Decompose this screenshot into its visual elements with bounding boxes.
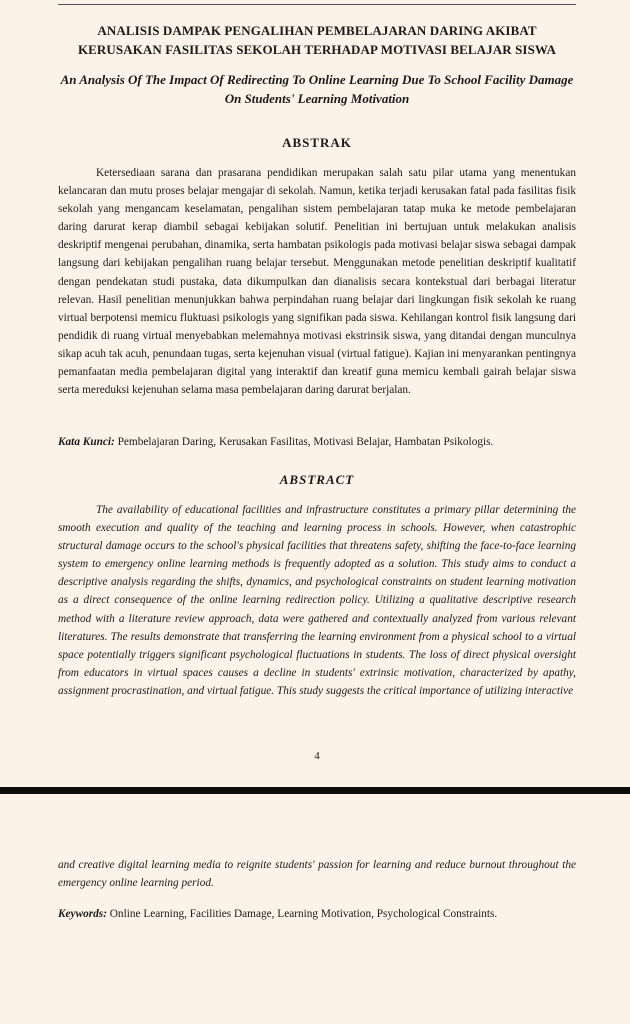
paper-title: ANALISIS DAMPAK PENGALIHAN PEMBELAJARAN DARING AKIBAT KERUSAKAN FASILITAS SEKOLAH TERHADAP MOTIVASI BELAJAR SISWA xyxy=(77,23,557,57)
page-break-bar xyxy=(0,787,630,794)
keywords-label: Keywords: xyxy=(58,908,107,920)
kata-kunci-label: Kata Kunci: xyxy=(58,436,115,448)
abstract-body-page1: The availability of educational facilities and infrastructure constitutes a primary pillar determining the smooth execution and quality of the teaching and learning process in schools. However, when catastrophic structural damage occurs to the school's physical facilities that threatens safety, shifting the face-to-face learning system to emergency online learning methods is frequently adopted as a solution. This study aims to conduct a descriptive analysis regarding the shifts, dynamics, and psychological constraints on student learning motivation as a direct consequence of the online learning redirection policy. Utilizing a qualitative descriptive research method with a literature review approach, data were gathered and contextually analyzed from various relevant literatures. The results demonstrate that transferring the learning environment from a physical school to a virtual space potentially triggers significant psychological fluctuations in students. The loss of direct physical oversight from educators in virtual spaces causes a decline in students' extrinsic motivation, characterized by apathy, assignment procrastination, and virtual fatigue. This study suggests the critical importance of utilizing interactive xyxy=(58,504,576,697)
kata-kunci xyxy=(58,433,576,451)
abstrak-heading: ABSTRAK xyxy=(282,135,352,150)
abstract-body-page2: and creative digital learning media to reignite students' passion for learning and reduce burnout throughout the emergency online learning period. xyxy=(58,859,576,890)
abstract-heading: ABSTRACT xyxy=(279,472,355,487)
page-number: 4 xyxy=(314,750,320,762)
paper-subtitle-english: An Analysis Of The Impact Of Redirecting To Online Learning Due To School Facility Damage On Students' Learning Motivation xyxy=(60,72,574,106)
abstrak-body: Ketersediaan sarana dan prasarana pendidikan merupakan salah satu pilar utama yang menentukan kelancaran dan mutu proses belajar mengajar di sekolah. Namun, ketika terjadi kerusakan fatal pada fasilitas fisik sekolah yang mengancam keselamatan, pengalihan sistem pembelajaran tatap muka ke metode pembelajaran daring darurat kerap diambil sebagai kebijakan solutif. Penelitian ini bertujuan untuk melakukan analisis deskriptif mengenai perubahan, dinamika, serta hambatan psikologis pada motivasi belajar siswa sebagai dampak langsung dari kebijakan pengalihan ruang belajar tersebut. Menggunakan metode penelitian deskriptif kualitatif dengan pendekatan studi pustaka, data dikumpulkan dan dianalisis secara kontekstual dari berbagai literatur relevan. Hasil penelitian menunjukkan bahwa perpindahan ruang belajar dari lingkungan fisik sekolah ke ruang virtual berpotensi memicu fluktuasi psikologis yang signifikan pada siswa. Kehilangan kontrol fisik langsung dari pendidik di ruang virtual menyebabkan melemahnya motivasi ekstrinsik siswa, yang ditandai dengan munculnya sikap acuh tak acuh, penundaan tugas, serta kejenuhan visual (virtual fatigue). Kajian ini menyarankan pentingnya pemanfaatan media pembelajaran digital yang interaktif dan kreatif guna memicu kembali gairah belajar siswa serta mereduksi kejenuhan selama masa pembelajaran daring darurat berjalan. xyxy=(58,167,576,397)
top-rule xyxy=(58,4,576,5)
keywords xyxy=(58,905,576,923)
kata-kunci-values: Pembelajaran Daring, Kerusakan Fasilitas, Motivasi Belajar, Hambatan Psikologis. xyxy=(114,436,494,448)
keywords-values: Online Learning, Facilities Damage, Learning Motivation, Psychological Constraints. xyxy=(106,908,498,920)
